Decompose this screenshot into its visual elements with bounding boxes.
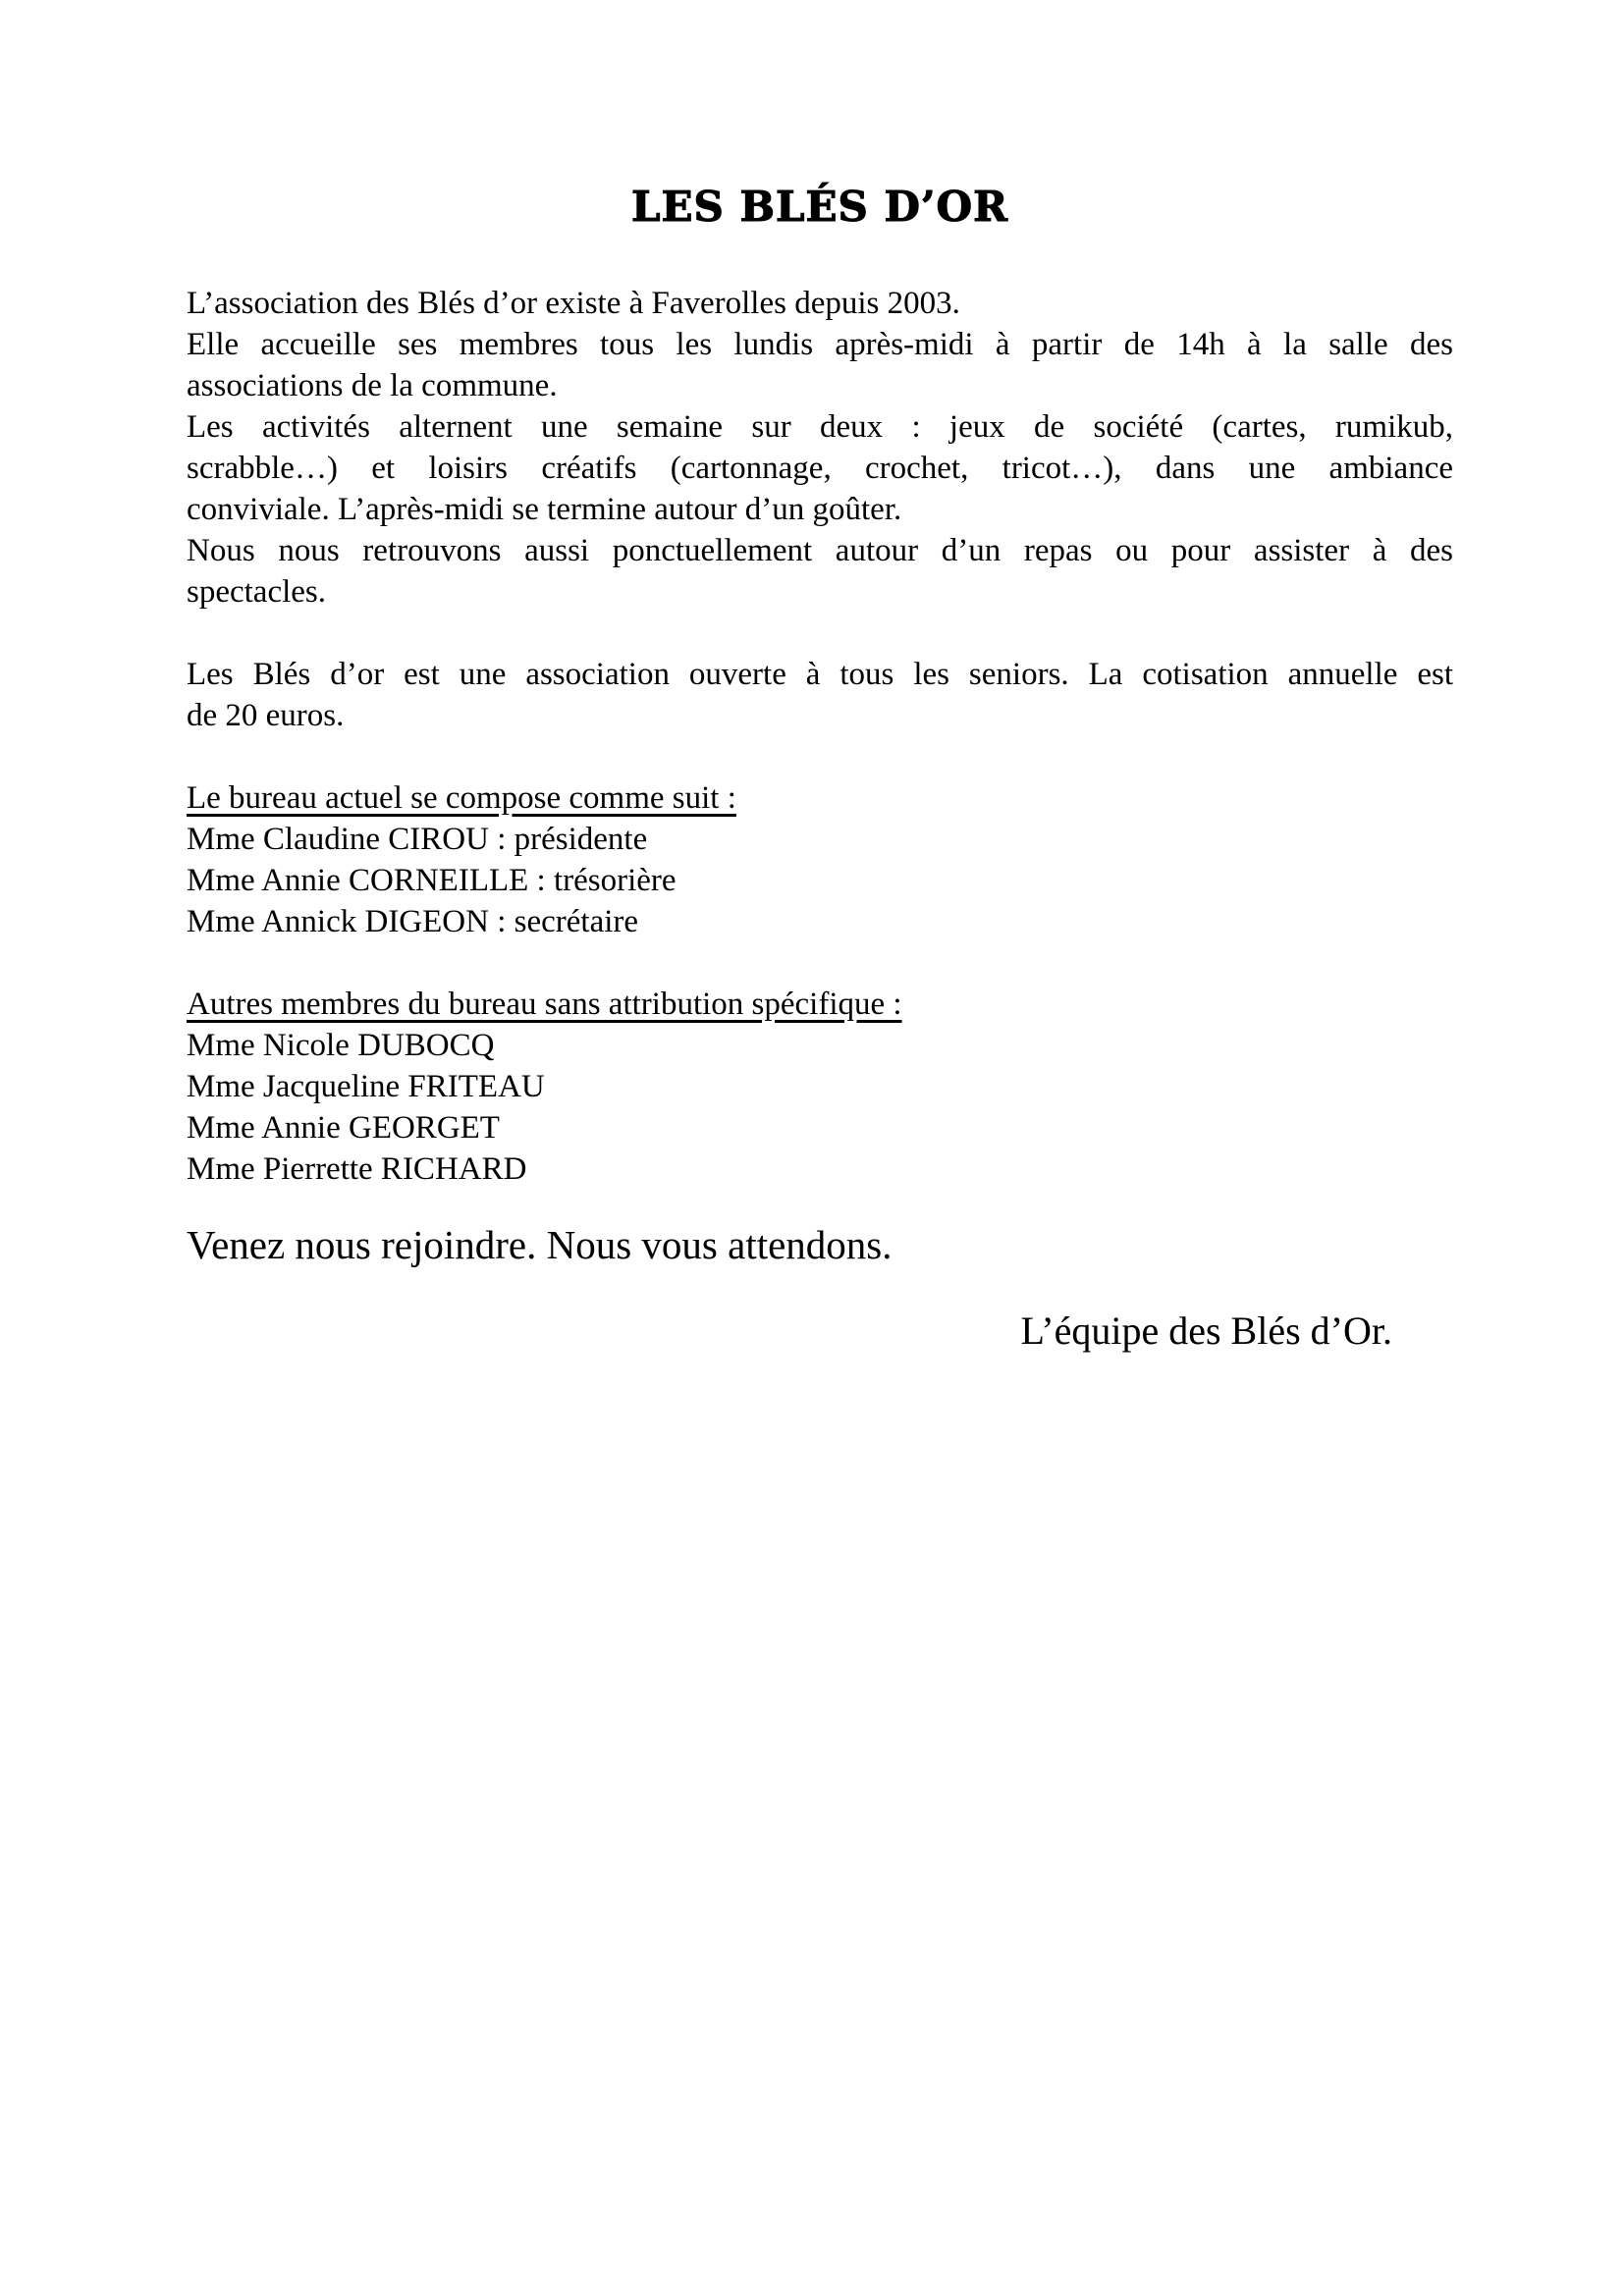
intro-line: Nous nous retrouvons aussi ponctuellement autour d’un repas ou pour assister à des xyxy=(187,533,1453,568)
intro-line: associations de la commune. xyxy=(187,368,558,403)
autres-member: Mme Jacqueline FRITEAU xyxy=(187,1069,545,1104)
autres-heading-text: Autres membres du bureau sans attribution spécifique : xyxy=(187,987,902,1022)
intro-line: spectacles. xyxy=(187,574,327,610)
autres-member: Mme Annie GEORGET xyxy=(187,1110,500,1146)
intro-line: conviviale. L’après-midi se termine autour d’un goûter. xyxy=(187,492,902,527)
document-title: LES BLÉS D’OR xyxy=(630,183,1009,231)
closing-invite: Venez nous rejoindre. Nous vous attendons. xyxy=(187,1222,893,1267)
bureau-member: Mme Claudine CIROU : présidente xyxy=(187,822,648,857)
document-body xyxy=(187,283,1453,1357)
intro-line: L’association des Blés d’or existe à Faverolles depuis 2003. xyxy=(187,286,960,321)
intro-line: Les activités alternent une semaine sur deux : jeux de société (cartes, rumikub, xyxy=(187,409,1453,445)
autres-member: Mme Pierrette RICHARD xyxy=(187,1151,527,1187)
intro-line: Elle accueille ses membres tous les lundis après-midi à partir de 14h à la salle des xyxy=(187,327,1453,362)
bureau-member: Mme Annick DIGEON : secrétaire xyxy=(187,904,639,939)
autres-member: Mme Nicole DUBOCQ xyxy=(187,1028,495,1063)
intro-line: scrabble…) et loisirs créatifs (cartonnage, crochet, tricot…), dans une ambiance xyxy=(187,451,1453,486)
bureau-heading xyxy=(187,777,1453,819)
bureau-heading-text: Le bureau actuel se compose comme suit : xyxy=(187,780,736,816)
membership-line: Les Blés d’or est une association ouverte à tous les seniors. La cotisation annuelle est xyxy=(187,657,1453,692)
membership-line: de 20 euros. xyxy=(187,698,345,733)
bureau-member: Mme Annie CORNEILLE : trésorière xyxy=(187,863,677,898)
closing-signature: L’équipe des Blés d’Or. xyxy=(1020,1308,1392,1353)
autres-heading xyxy=(187,984,1453,1025)
